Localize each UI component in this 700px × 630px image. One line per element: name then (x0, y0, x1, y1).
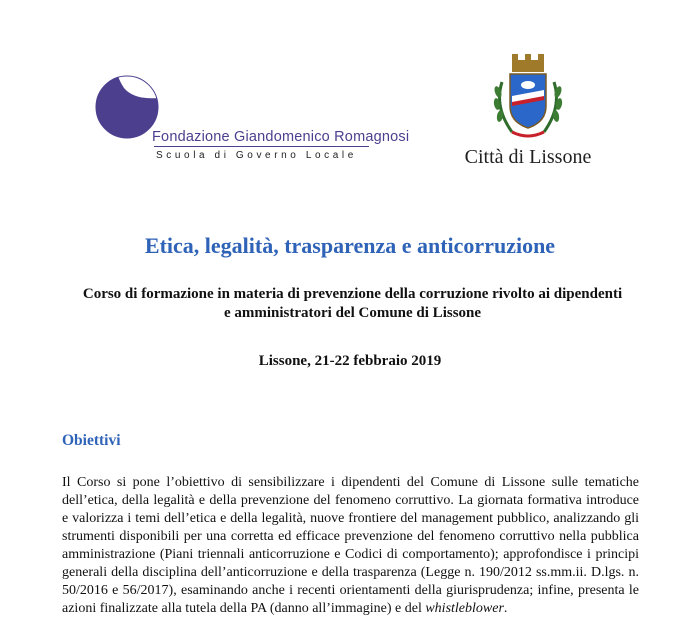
city-logo (458, 52, 598, 172)
foundation-logo (94, 74, 410, 164)
whistleblower-term: whistleblower (425, 601, 504, 616)
org-name: Fondazione Giandomenico Romagnosi (152, 129, 410, 145)
objectives-end: . (503, 601, 508, 616)
org-subtitle: Scuola di Governo Locale (156, 150, 357, 161)
objectives-text: Il Corso si pone l’obiettivo di sensibilizzare i dipendenti del Comune di Lissone sulle tematiche dell’etica, della legalità e della prevenzione del fenomeno corruttivo. La giornata formativa introduce e valorizza i temi dell’etica e della legalità, nuove frontiere del management pubblico, analizzando gli strumenti disponibili per una corretta ed efficace prevenzione del fenomeno corruttivo nella pubblica amministrazione (Piani triennali anticorruzione e Codici di comportamento); approfondisce i principi generali della disciplina dell’anticorruzione e della trasparenza (Legge n. 190/2012 ss.mm.ii. D.lgs. n. 50/2016 e 56/2017), esaminando anche i recenti orientamenti della giurisprudenza; infine, presenta le azioni finalizzate alla tutela della PA (danno all’immagine) e del (62, 475, 639, 616)
section-heading-obiettivi: Obiettivi (62, 432, 121, 449)
org-divider (154, 146, 369, 147)
city-name: Città di Lissone (464, 146, 592, 168)
document-title: Etica, legalità, trasparenza e anticorruzione (144, 233, 556, 258)
city-crest-icon (488, 52, 568, 142)
document-subtitle: Corso di formazione in materia di prevenzione della corruzione rivolto ai dipendenti e amministratori del Comune di Lissone (82, 286, 623, 321)
document-date: Lissone, 21-22 febbraio 2019 (258, 353, 442, 369)
objectives-paragraph (62, 474, 639, 618)
